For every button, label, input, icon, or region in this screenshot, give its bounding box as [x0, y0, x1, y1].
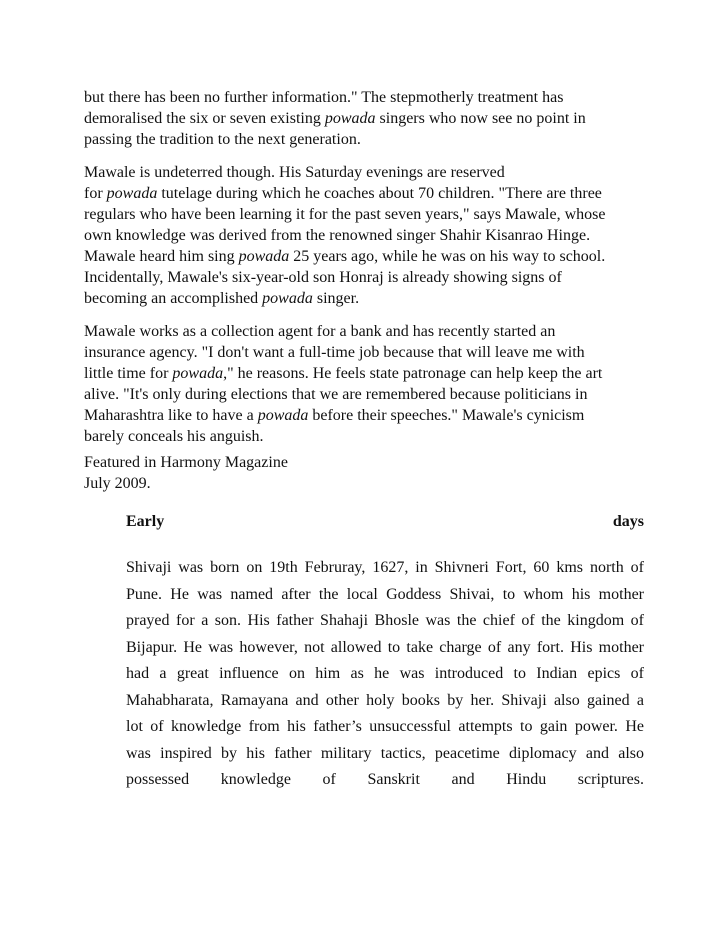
italic-term: powada: [324, 110, 376, 127]
text-run: 25 years ago, while he was on his way to school.: [289, 248, 606, 265]
text-line: [84, 226, 590, 246]
text-line: [84, 88, 563, 108]
text-line: [84, 385, 587, 405]
italic-term: powada: [257, 407, 309, 424]
text-run: but there has been no further information." The stepmotherly treatment has: [84, 89, 564, 106]
text-line: [84, 268, 562, 288]
text-line: [84, 343, 585, 363]
section-line: Mahabharata, Ramayana and other holy books by her. Shivaji also gained a: [126, 691, 644, 709]
text-line: [84, 289, 359, 309]
text-run: Incidentally, Mawale's six-year-old son Honraj is already showing signs of: [84, 269, 562, 286]
text-run: own knowledge was derived from the renowned singer Shahir Kisanrao Hinge.: [84, 227, 591, 244]
text-run: little time for: [84, 365, 173, 382]
text-run: becoming an accomplished: [84, 290, 263, 307]
text-line: [84, 322, 555, 342]
text-run: ," he reasons. He feels state patronage can help keep the art: [223, 365, 603, 382]
text-run: demoralised the six or seven existing: [84, 110, 325, 127]
text-line: [84, 427, 264, 447]
text-line: [84, 130, 361, 150]
featured-line: July 2009.: [84, 475, 151, 492]
section-line: was inspired by his father military tactics, peacetime diplomacy and also: [126, 744, 644, 762]
italic-term: powada: [262, 290, 313, 307]
text-run: insurance agency. "I don't want a full-time job because that will leave me with: [84, 344, 585, 361]
section-heading-right: days: [612, 513, 644, 530]
section-line: lot of knowledge from his father’s unsuccessful attempts to gain power. He: [126, 718, 644, 735]
text-run: before their speeches." Mawale's cynicism: [308, 407, 585, 424]
italic-term: powada: [172, 365, 224, 382]
text-line: [84, 364, 602, 384]
text-line: [84, 205, 605, 225]
section-line: Pune. He was named after the local Goddess Shivai, to whom his mother: [126, 585, 644, 603]
section-heading-left: Early: [126, 513, 165, 530]
text-line: [84, 184, 602, 204]
text-run: tutelage during which he coaches about 70 children. "There are three: [157, 185, 602, 202]
text-run: singer.: [312, 290, 360, 307]
text-run: Mawale is undeterred though. His Saturday evenings are reserved: [84, 164, 505, 181]
section-line: possessed knowledge of Sanskrit and Hindu scriptures.: [126, 771, 644, 788]
section-line: had a great influence on him as he was introduced to Indian epics of: [126, 665, 644, 682]
text-line: [84, 406, 584, 426]
text-run: alive. "It's only during elections that we are remembered because politicians in: [84, 386, 588, 403]
text-run: singers who now see no point in: [375, 110, 586, 127]
text-run: Maharashtra like to have a: [84, 407, 258, 424]
text-line: [84, 247, 605, 267]
text-run: passing the tradition to the next generation.: [84, 131, 361, 148]
section-line: prayed for a son. His father Shahaji Bhosle was the chief of the kingdom of: [126, 612, 644, 629]
italic-term: powada: [238, 248, 290, 265]
text-run: for: [84, 185, 107, 202]
text-line: [84, 163, 505, 183]
section-heading: [126, 510, 644, 534]
text-run: Mawale works as a collection agent for a bank and has recently started an: [84, 323, 556, 340]
featured-line: Featured in Harmony Magazine: [84, 454, 288, 471]
text-run: Mawale heard him sing: [84, 248, 239, 265]
text-run: regulars who have been learning it for the past seven years," says Mawale, whose: [84, 206, 606, 223]
text-run: barely conceals his anguish.: [84, 428, 264, 445]
section-line: Shivaji was born on 19th Februray, 1627, in Shivneri Fort, 60 kms north of: [126, 559, 644, 576]
section-line: Bijapur. He was however, not allowed to take charge of any fort. His mother: [126, 638, 644, 656]
italic-term: powada: [106, 185, 158, 202]
text-line: [84, 109, 586, 129]
